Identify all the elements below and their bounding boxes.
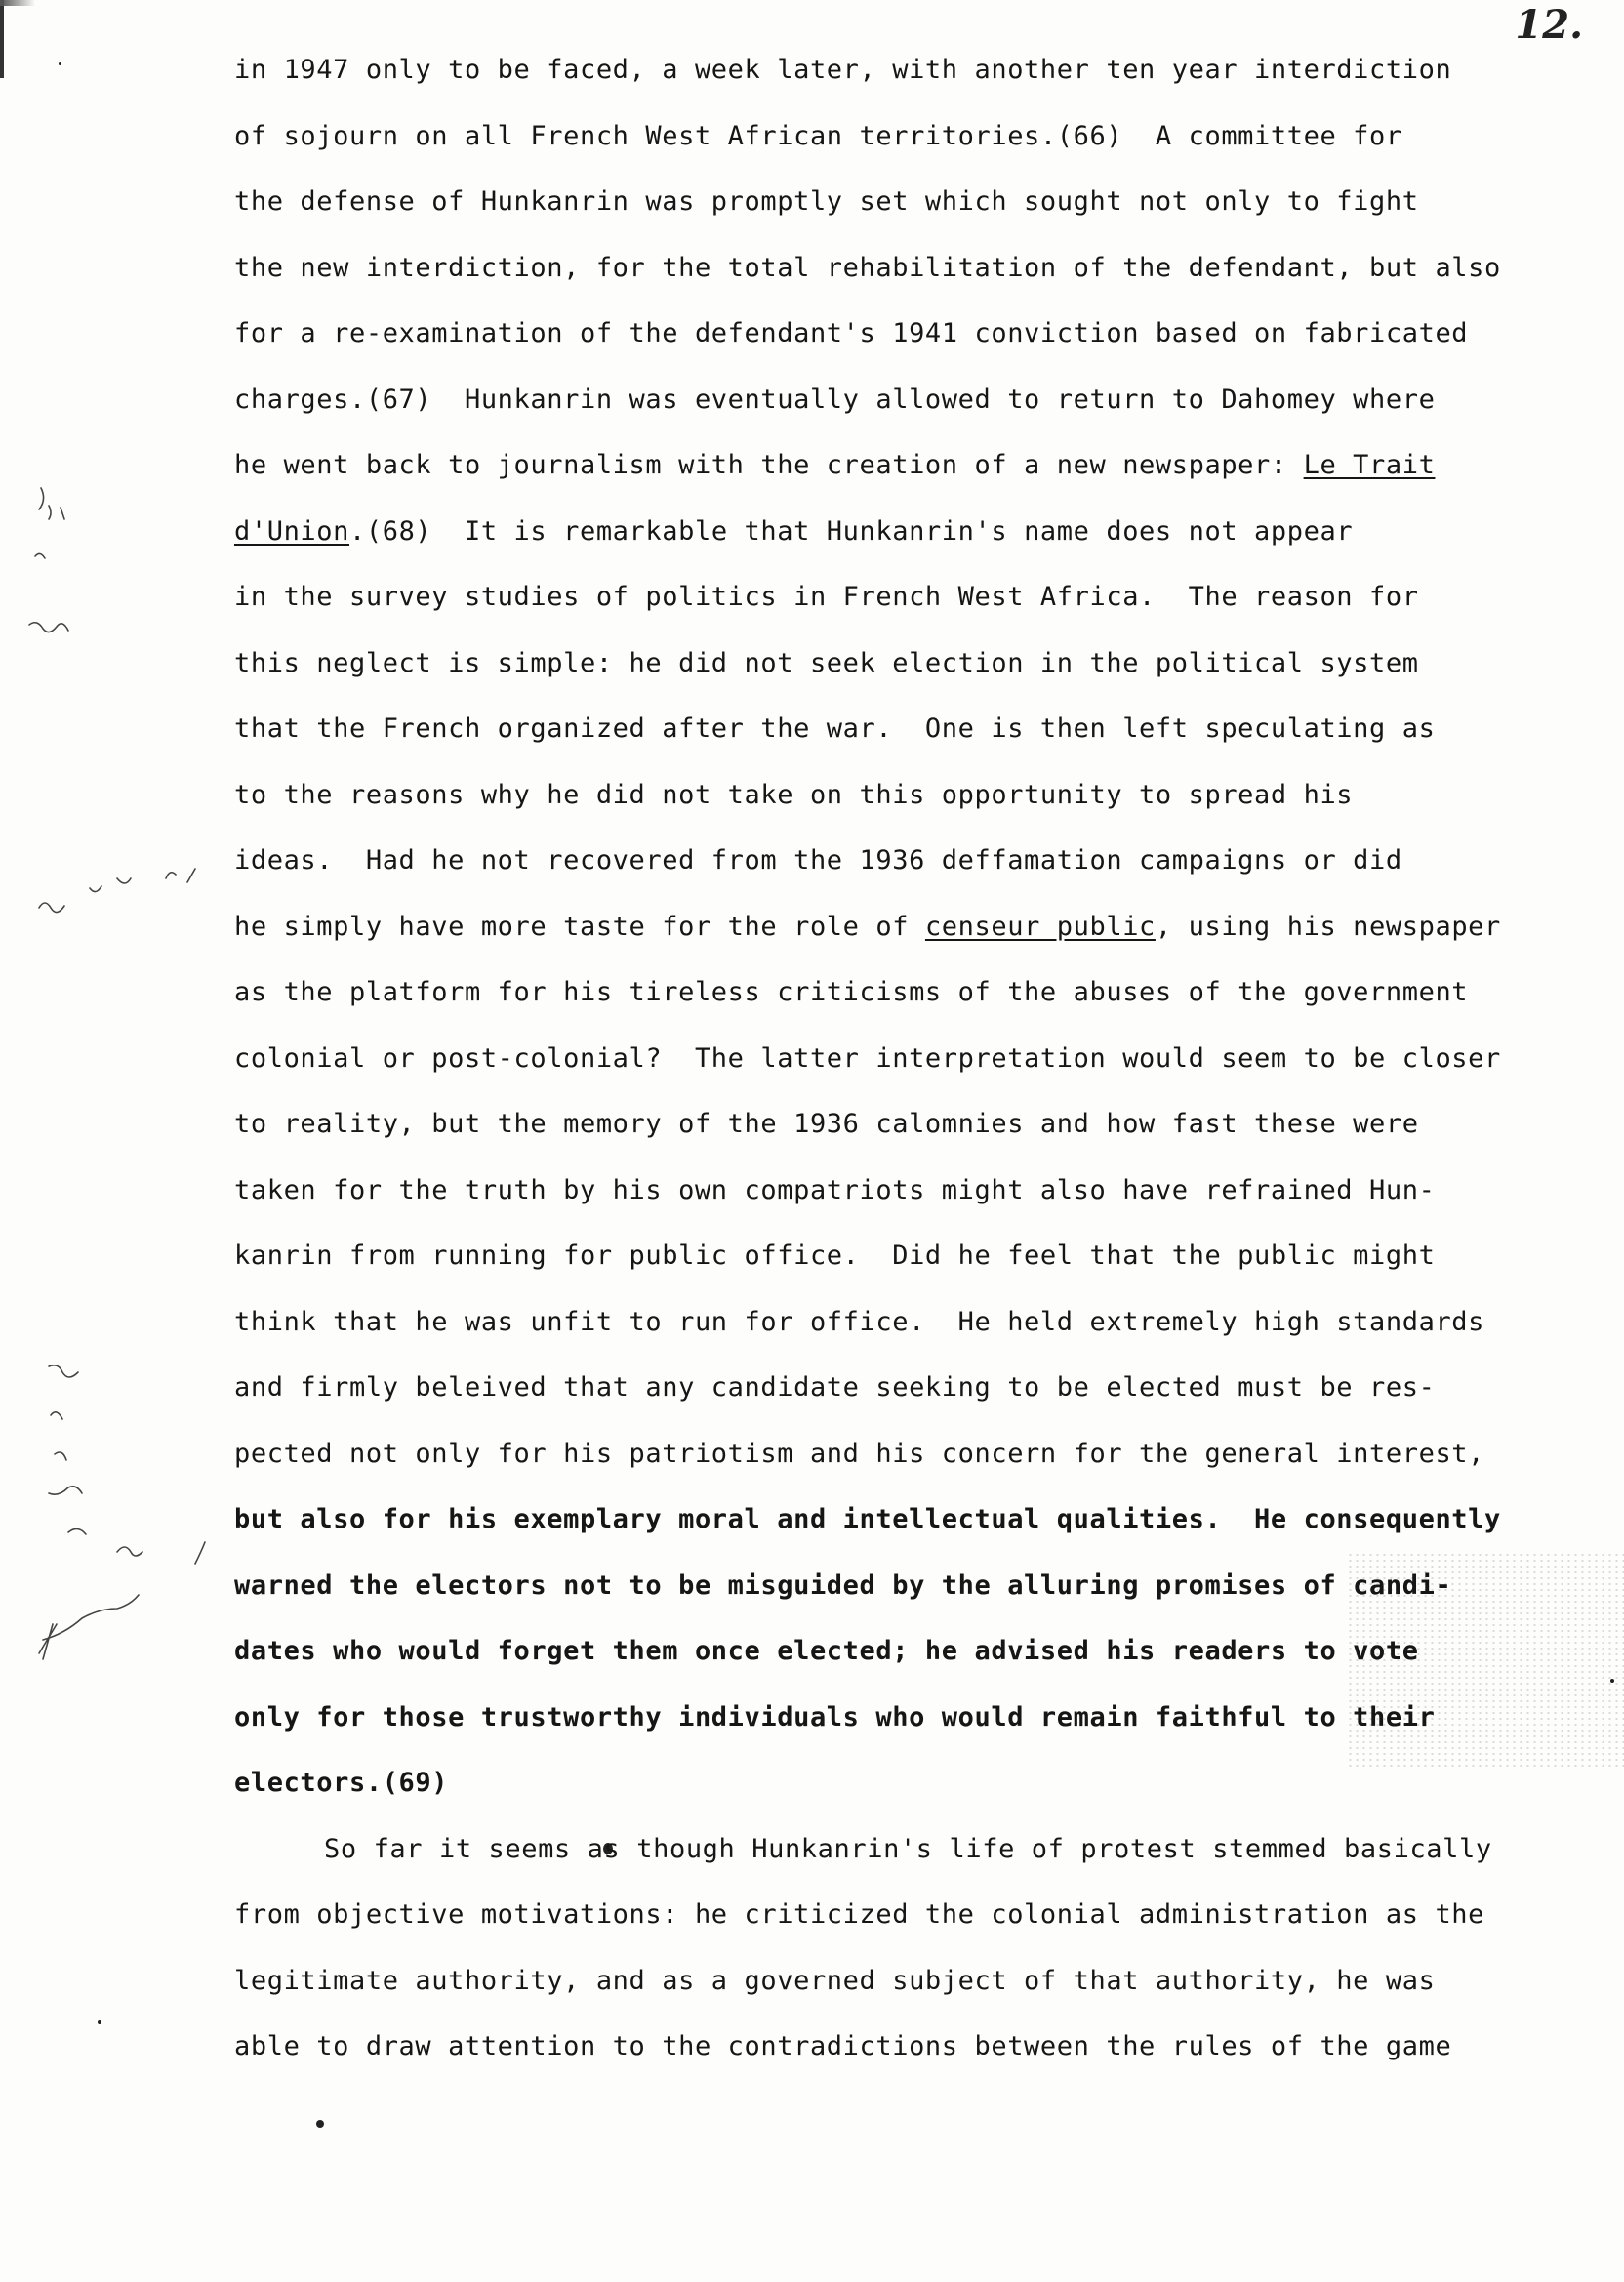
text-line: as the platform for his tireless criticisms of the abuses of the government <box>234 977 1469 1007</box>
underlined-phrase: d'Union <box>234 515 349 547</box>
text-line: of sojourn on all French West African territories.(66) A committee for <box>234 120 1402 151</box>
text-line: able to draw attention to the contradictions between the rules of the game <box>234 2031 1452 2061</box>
text-line: this neglect is simple: he did not seek election in the political system <box>234 647 1419 678</box>
page-number: 12. <box>1515 2 1583 48</box>
scan-speck <box>1610 1679 1614 1683</box>
text-line: for a re-examination of the defendant's 1941 conviction based on fabricated <box>234 318 1469 348</box>
text-line: that the French organized after the war. One is then left speculating as <box>234 713 1436 744</box>
text-line: taken for the truth by his own compatriots might also have refrained Hun- <box>234 1174 1436 1205</box>
text-line: the defense of Hunkanrin was promptly set which sought not only to fight <box>234 186 1419 217</box>
underlined-phrase: Le Trait <box>1303 450 1436 480</box>
text-line: think that he was unfit to run for office. He held extremely high standards <box>234 1306 1485 1337</box>
text-line: to reality, but the memory of the 1936 calomnies and how fast these were <box>234 1109 1419 1139</box>
text-line: he simply have more taste for the role of censeur public, using his newspaper <box>234 911 1501 942</box>
text-line: electors.(69) <box>234 1768 449 1798</box>
text-line: warned the electors not to be misguided by the alluring promises of candi- <box>234 1569 1452 1601</box>
scan-speck <box>59 62 61 65</box>
text-line: but also for his exemplary moral and intellectual qualities. He consequently <box>234 1504 1501 1534</box>
text-line: in the survey studies of politics in French West Africa. The reason for <box>234 582 1419 612</box>
text-line: d'Union.(68) It is remarkable that Hunkanrin's name does not appear <box>234 515 1354 547</box>
text-line: in 1947 only to be faced, a week later, with another ten year interdiction <box>234 55 1452 85</box>
underlined-phrase: censeur public <box>924 911 1156 942</box>
text-line: he went back to journalism with the creation of a new newspaper: Le Trait <box>234 450 1436 480</box>
margin-handwriting <box>0 0 254 1757</box>
scan-speck <box>316 2120 324 2128</box>
text-line: and firmly beleived that any candidate seeking to be elected must be res- <box>234 1372 1436 1403</box>
text-line: pected not only for his patriotism and his concern for the general interest, <box>234 1438 1485 1469</box>
text-line: So far it seems as though Hunkanrin's life of protest stemmed basically <box>324 1833 1492 1864</box>
text-line: only for those trustworthy individuals who would remain faithful to their <box>234 1701 1436 1732</box>
scan-speck <box>98 2020 102 2024</box>
text-line: to the reasons why he did not take on this opportunity to spread his <box>234 779 1354 810</box>
text-body <box>234 37 1601 2080</box>
text-line: ideas. Had he not recovered from the 1936 deffamation campaigns or did <box>234 845 1402 876</box>
text-line: dates who would forget them once elected; he advised his readers to vote <box>234 1636 1419 1666</box>
text-line: kanrin from running for public office. Did he feel that the public might <box>234 1241 1436 1271</box>
text-line: from objective motivations: he criticized the colonial administration as the <box>234 1899 1485 1930</box>
text-line: colonial or post-colonial? The latter interpretation would seem to be closer <box>234 1042 1501 1074</box>
text-line: legitimate authority, and as a governed subject of that authority, he was <box>234 1965 1436 1996</box>
text-line: charges.(67) Hunkanrin was eventually allowed to return to Dahomey where <box>234 384 1436 415</box>
text-line: the new interdiction, for the total rehabilitation of the defendant, but also <box>234 252 1501 283</box>
